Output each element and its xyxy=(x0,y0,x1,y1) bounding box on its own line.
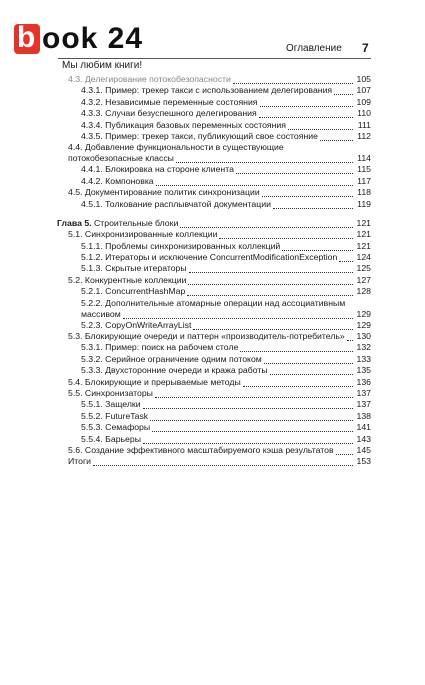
toc-entry-text: Барьеры xyxy=(105,433,141,444)
toc-entry[interactable] xyxy=(57,74,371,85)
toc-entry-number: 4.4.2. xyxy=(81,175,103,186)
toc-entry-label xyxy=(81,131,318,141)
toc-entry-text: CopyOnWriteArrayList xyxy=(105,319,192,330)
book24-logo[interactable] xyxy=(14,21,164,72)
toc-leader-dots xyxy=(336,452,353,455)
toc-entry-number: 5.5.3. xyxy=(81,422,103,433)
toc-leader-dots xyxy=(270,372,353,375)
toc-entry-label xyxy=(81,199,271,209)
toc-page-number: 132 xyxy=(356,342,371,353)
toc-page-number: 129 xyxy=(356,308,371,319)
toc-entry-text: Пример: трекер такси с использованием делегирования xyxy=(105,85,333,96)
toc-page-number: 111 xyxy=(357,119,371,130)
toc-entry[interactable] xyxy=(57,164,371,175)
toc-leader-dots xyxy=(236,171,353,174)
toc-page-number: 136 xyxy=(356,376,371,387)
toc-entry-label xyxy=(81,320,191,330)
toc-page-number: 127 xyxy=(356,274,371,285)
toc-entry[interactable] xyxy=(57,275,371,286)
toc-page-number: 125 xyxy=(356,263,371,274)
toc-page-number: 109 xyxy=(356,96,371,107)
toc-entry-text: Компоновка xyxy=(105,175,154,186)
toc-leader-dots xyxy=(240,349,353,352)
toc-entry-number: 4.4.1. xyxy=(81,164,103,175)
toc-page-number: 143 xyxy=(356,433,371,444)
logo-slogan: Мы любим книги! xyxy=(62,60,143,71)
toc-entry-text: Итераторы и исключение ConcurrentModificationException xyxy=(105,252,338,263)
toc-page-number: 137 xyxy=(356,399,371,410)
toc-entry-text: Пример: трекер такси, публикующий свое состояние xyxy=(105,130,318,141)
toc-entry[interactable] xyxy=(57,252,371,263)
toc-entry-label xyxy=(68,388,153,398)
toc-entry-text: Скрытые итераторы xyxy=(105,263,187,274)
toc-entry-text: Добавление функциональности в существующие потокобезопасные классы xyxy=(68,142,284,164)
toc-entry-text: Серийное ограничение одним потоком xyxy=(105,353,262,364)
toc-leader-dots xyxy=(189,270,353,273)
toc-entry-text: Пример: поиск на рабочем столе xyxy=(105,342,239,353)
toc-entry-label xyxy=(68,74,231,84)
toc-entry[interactable] xyxy=(57,434,371,445)
toc-entry-text: Независимые переменные состояния xyxy=(105,96,258,107)
toc-entry-number: Глава 5. xyxy=(57,217,92,228)
toc-entry[interactable] xyxy=(57,331,371,342)
toc-entry[interactable] xyxy=(57,199,371,210)
toc-entry-label xyxy=(68,275,186,285)
toc-leader-dots xyxy=(156,183,353,186)
toc-entry[interactable] xyxy=(57,97,371,108)
toc-entry-number: 4.3.4. xyxy=(81,119,103,130)
toc-entry[interactable] xyxy=(57,365,371,376)
toc-entry[interactable] xyxy=(57,456,371,467)
page-number: 7 xyxy=(362,41,369,55)
toc-leader-dots xyxy=(243,384,353,387)
toc-entry-number: 4.5.1. xyxy=(81,198,103,209)
toc-entry-number: 5.2.3. xyxy=(81,319,103,330)
toc-entry-number: 5.3.2. xyxy=(81,353,103,364)
toc-page-number: 128 xyxy=(356,286,371,297)
toc-entry-number: 5.3.3. xyxy=(81,365,103,376)
toc-entry-text: Защелки xyxy=(105,399,141,410)
toc-entry[interactable] xyxy=(57,263,371,274)
toc-entry[interactable] xyxy=(57,342,371,353)
toc-entry-label xyxy=(68,377,241,387)
toc-entry-label xyxy=(81,411,148,421)
toc-entry-label xyxy=(81,342,238,352)
toc-entry-text: Случаи безуспешного делегирования xyxy=(105,108,257,119)
toc-entry-label xyxy=(81,176,154,186)
toc-entry[interactable] xyxy=(57,241,371,252)
toc-leader-dots xyxy=(123,316,353,319)
toc-entry-label xyxy=(81,365,268,375)
logo-badge xyxy=(14,21,40,54)
toc-leader-dots xyxy=(260,104,353,107)
toc-leader-dots xyxy=(143,441,353,444)
toc-entry-label xyxy=(81,85,332,95)
toc-entry-text: Семафоры xyxy=(105,422,151,433)
toc-leader-dots xyxy=(93,463,353,466)
toc-page-number: 124 xyxy=(356,252,371,263)
toc-entry-label xyxy=(81,120,286,130)
toc-entry-text: Документирование политик синхронизации xyxy=(84,187,260,198)
toc-entry-text: Блокировка на стороне клиента xyxy=(105,164,234,175)
toc-page-number: 138 xyxy=(356,410,371,421)
toc-entry-label xyxy=(68,187,260,197)
toc-leader-dots xyxy=(339,259,353,262)
toc-entry-number: 4.5. xyxy=(68,187,83,198)
logo-wordmark: ook 24 xyxy=(42,22,144,55)
toc-page-number: 107 xyxy=(356,85,371,96)
toc-entry-number: 5.4. xyxy=(68,376,83,387)
toc-page-number: 119 xyxy=(357,198,371,209)
toc-entry-number: 4.3. xyxy=(68,74,83,84)
toc-entry-text: FutureTask xyxy=(105,410,149,421)
toc-entry-text: Блокирующие очереди и паттерн «производитель-потребитель» xyxy=(84,331,345,342)
toc-page-number: 145 xyxy=(356,444,371,455)
toc-page-number: 130 xyxy=(356,331,371,342)
toc-entry-label xyxy=(68,456,91,466)
toc-entry-text: Блокирующие и прерываемые методы xyxy=(84,376,241,387)
toc-entry-text: Итоги xyxy=(68,456,91,467)
toc-entry-number: 5.2.1. xyxy=(81,286,103,297)
toc-leader-dots xyxy=(150,418,353,421)
toc-entry-number: 5.3.1. xyxy=(81,342,103,353)
toc-entry-number: 5.6. xyxy=(68,444,83,455)
toc-entry[interactable] xyxy=(57,388,371,399)
toc-entry[interactable] xyxy=(57,445,371,456)
header-rule xyxy=(58,58,371,59)
toc-entry-number: 5.2. xyxy=(68,274,83,285)
toc-entry-label xyxy=(81,97,258,107)
running-header-title: Оглавление xyxy=(286,43,342,54)
toc-entry[interactable] xyxy=(57,108,371,119)
toc-entry-label xyxy=(68,229,217,239)
toc-entry[interactable] xyxy=(57,142,371,164)
toc-entry-label xyxy=(57,218,178,228)
toc-leader-dots xyxy=(264,361,353,364)
toc-leader-dots xyxy=(219,236,353,239)
toc-entry-number: 4.3.3. xyxy=(81,108,103,119)
toc-entry-label xyxy=(68,445,334,455)
toc-entry-text: Синхронизаторы xyxy=(84,387,153,398)
toc-entry-label xyxy=(81,263,187,273)
toc-entry-number: 5.5.2. xyxy=(81,410,103,421)
toc-entry-number: 5.5.1. xyxy=(81,399,103,410)
toc-page-number: 117 xyxy=(357,175,371,186)
toc-leader-dots xyxy=(193,327,353,330)
toc-entry[interactable] xyxy=(57,411,371,422)
toc-entry[interactable] xyxy=(57,298,371,320)
toc-page-number: 118 xyxy=(357,187,371,198)
toc-leader-dots xyxy=(152,429,353,432)
toc-entry-number: 5.5.4. xyxy=(81,433,103,444)
toc-entry-number: 5.1.3. xyxy=(81,263,103,274)
toc-page-number: 112 xyxy=(357,130,371,141)
toc-leader-dots xyxy=(334,92,353,95)
toc-entry-label xyxy=(81,252,337,262)
toc-page-number: 114 xyxy=(357,153,371,164)
toc-page-number: 121 xyxy=(356,217,371,228)
toc-entry-number: 4.3.1. xyxy=(81,85,103,96)
toc-entry[interactable] xyxy=(57,286,371,297)
toc-page-number: 137 xyxy=(356,387,371,398)
toc-entry-label xyxy=(81,422,150,432)
toc-entry[interactable] xyxy=(57,176,371,187)
toc-entry-number: 4.3.2. xyxy=(81,96,103,107)
toc-entry-number: 5.1.1. xyxy=(81,240,103,251)
toc-leader-dots xyxy=(320,138,353,141)
toc-entry-label xyxy=(81,286,185,296)
toc-leader-dots xyxy=(288,127,353,130)
toc-leader-dots xyxy=(273,206,353,209)
toc-page-number: 153 xyxy=(356,456,371,467)
toc-entry-text: Конкурентные коллекции xyxy=(84,274,187,285)
toc-entry-text: Создание эффективного масштабируемого кэша результатов xyxy=(84,444,334,455)
toc-page-number: 121 xyxy=(356,240,371,251)
toc-page-number: 105 xyxy=(356,74,371,84)
toc-entry-label xyxy=(68,331,345,341)
toc-page-number: 115 xyxy=(357,164,371,175)
toc-entry[interactable] xyxy=(57,229,371,240)
toc-entry[interactable] xyxy=(57,422,371,433)
toc-leader-dots xyxy=(259,115,353,118)
toc-entry-label xyxy=(81,354,262,364)
toc-entry-number: 4.4. xyxy=(68,142,83,153)
toc-page-number: 141 xyxy=(356,422,371,433)
toc-entry[interactable] xyxy=(57,187,371,198)
toc-entry-text: Строительные блоки xyxy=(93,217,179,228)
toc-leader-dots xyxy=(233,81,353,84)
toc-page-number: 133 xyxy=(356,353,371,364)
toc-entry-text: Публикация базовых переменных состояния xyxy=(105,119,286,130)
toc-entry[interactable] xyxy=(57,85,371,96)
toc-leader-dots xyxy=(155,395,353,398)
toc-entry[interactable] xyxy=(57,377,371,388)
toc-entry[interactable] xyxy=(57,354,371,365)
toc-entry-number: 5.2.2. xyxy=(81,297,103,308)
toc-entry-number: 5.1. xyxy=(68,229,83,240)
toc-entry-number: 5.1.2. xyxy=(81,252,103,263)
toc-entry-text: Дополнительные атомарные операции над ассоциативным массивом xyxy=(81,297,346,319)
toc-entry[interactable] xyxy=(57,120,371,131)
toc-leader-dots xyxy=(187,293,353,296)
toc-entry-text: Синхронизированные коллекции xyxy=(84,229,218,240)
toc-entry-text: Проблемы синхронизированных коллекций xyxy=(105,240,281,251)
toc-leader-dots xyxy=(262,194,353,197)
toc-entry-label xyxy=(81,164,234,174)
table-of-contents xyxy=(57,74,371,468)
toc-entry-number: 5.5. xyxy=(68,387,83,398)
toc-leader-dots xyxy=(143,406,353,409)
toc-entry-label xyxy=(81,434,141,444)
toc-leader-dots xyxy=(282,248,353,251)
toc-entry[interactable] xyxy=(57,320,371,331)
toc-entry-text: Двухсторонние очереди и кража работы xyxy=(105,365,268,376)
toc-entry-label xyxy=(81,399,141,409)
toc-entry-text: Делегирование потокобезопасности xyxy=(84,74,231,84)
toc-leader-dots xyxy=(180,225,353,228)
toc-entry-label xyxy=(81,108,257,118)
toc-page-number: 121 xyxy=(356,229,371,240)
toc-entry-label xyxy=(81,241,280,251)
toc-page-number: 129 xyxy=(356,319,371,330)
toc-page-number: 135 xyxy=(356,365,371,376)
logo-badge-letter: b xyxy=(17,21,36,54)
toc-leader-dots xyxy=(176,160,353,163)
toc-entry[interactable] xyxy=(57,218,371,229)
toc-page-number: 110 xyxy=(357,108,371,119)
toc-entry[interactable] xyxy=(57,131,371,142)
toc-entry-number: 4.3.5. xyxy=(81,130,103,141)
toc-entry-text: Толкование расплывчатой документации xyxy=(105,198,271,209)
toc-entry[interactable] xyxy=(57,399,371,410)
toc-leader-dots xyxy=(188,282,353,285)
toc-entry-text: ConcurrentHashMap xyxy=(105,286,186,297)
toc-entry-number: 5.3. xyxy=(68,331,83,342)
chapter-gap xyxy=(57,210,371,218)
